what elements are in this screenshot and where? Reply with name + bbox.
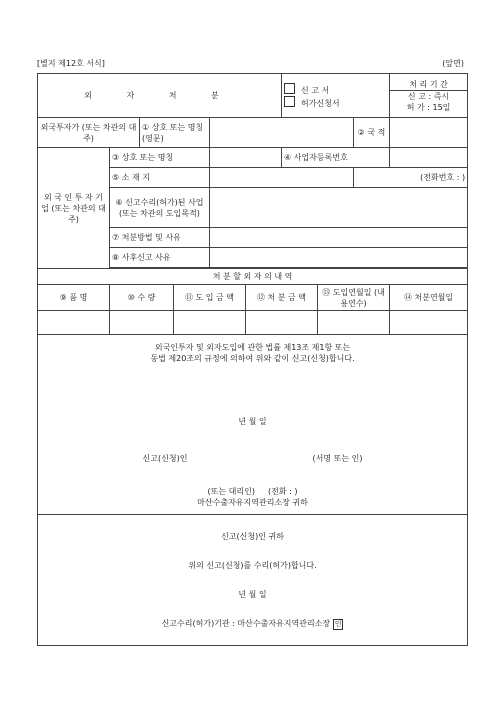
investor-name-label: ① 상호 또는 명칭(영문): [140, 118, 210, 148]
agent-label: (또는 대리인): [207, 486, 255, 496]
acceptance-date: 년 월 일: [238, 589, 267, 599]
disposal-amount-field[interactable]: [246, 311, 318, 335]
period-label: 처 리 기 간: [390, 79, 467, 91]
processing-period: [390, 74, 468, 118]
disposal-date-field[interactable]: [390, 311, 468, 335]
period-permit: 허 가 : 15일: [406, 102, 451, 112]
col-quantity: ⑩ 수 량: [110, 285, 174, 311]
checkbox-icon: [284, 96, 295, 107]
disposal-report-form: [37, 73, 468, 646]
purpose-label: ⑥ 신고수리(허가)된 사업(또는 차관의 도입목적): [110, 188, 210, 228]
form-title: 외 자 처 분: [38, 74, 282, 118]
import-amount-field[interactable]: [174, 311, 246, 335]
doc-type-permit[interactable]: 허가신청서: [284, 96, 387, 109]
page-side: (앞면): [442, 59, 464, 68]
purpose-field[interactable]: [210, 188, 468, 228]
col-disposal-date: ⑭ 처분연월일: [390, 285, 468, 311]
address-label: ⑤ 소 재 지: [110, 168, 210, 188]
applicant-label: 신고(신청)인: [142, 453, 188, 463]
doc-type-report[interactable]: 신 고 서: [284, 83, 387, 96]
declaration-text-2: 동법 제20조의 규정에 의하여 위와 같이 신고(신청)합니다.: [150, 353, 355, 363]
disposal-section-label: 처 분 할 외 자 의 내 역: [38, 269, 468, 285]
quantity-field[interactable]: [110, 311, 174, 335]
sign-label: (서명 또는 인): [312, 453, 363, 463]
declaration-recipient: 마산수출자유지역관리소장 귀하: [197, 497, 308, 507]
seal-icon: 인: [334, 619, 342, 628]
acceptance-block: [38, 515, 468, 646]
company-name-field[interactable]: [210, 148, 282, 168]
company-label: 외 국 인 투 자 기 업 (또는 차관의 대주): [38, 148, 110, 269]
acceptance-text: 위의 신고(신청)를 수리(허가)합니다.: [188, 560, 317, 570]
form-number: [별지 제12호 서식]: [37, 59, 105, 68]
company-name-label: ③ 상호 또는 명칭: [110, 148, 210, 168]
declaration-text-1: 외국인투자 및 외자도입에 관한 법률 제13조 제1항 또는: [154, 342, 351, 352]
period-report: 신 고 : 즉시: [407, 91, 450, 101]
investor-label: 외국투자가 (또는 차관의 대주): [38, 118, 140, 148]
investor-name-field[interactable]: [210, 118, 354, 148]
col-item: ⑨ 품 명: [38, 285, 110, 311]
method-field[interactable]: [210, 228, 468, 248]
item-field[interactable]: [38, 311, 110, 335]
post-report-label: ⑧ 사후신고 사유: [110, 248, 210, 268]
address-field[interactable]: [210, 168, 354, 188]
acceptance-to: 신고(신청)인 귀하: [221, 531, 284, 541]
import-date-field[interactable]: [318, 311, 390, 335]
checkbox-icon: [284, 83, 295, 94]
table-row: [38, 311, 468, 335]
nationality-label: ② 국 적: [354, 118, 390, 148]
phone-label: (전화번호 : ): [354, 168, 468, 188]
col-import-date: ⑬ 도입연월일 (내용연수): [318, 285, 390, 311]
doc-type-group: [282, 74, 390, 118]
biz-no-label: ④ 사업자등록번호: [282, 148, 390, 168]
method-label: ⑦ 처분방법 및 사유: [110, 228, 210, 248]
col-disposal-amount: ⑫ 처 분 금 액: [246, 285, 318, 311]
col-import-amount: ⑪ 도 입 금 액: [174, 285, 246, 311]
post-report-field[interactable]: [210, 248, 468, 268]
nationality-field[interactable]: [390, 118, 468, 148]
acceptance-authority: 신고수리(허가)기관 : 마산수출자유지역관리소장: [161, 618, 331, 628]
declaration-date: 년 월 일: [238, 416, 267, 426]
declaration-block: [38, 335, 468, 515]
agent-phone: (전화 : ): [268, 486, 298, 496]
biz-no-field[interactable]: [390, 148, 468, 168]
